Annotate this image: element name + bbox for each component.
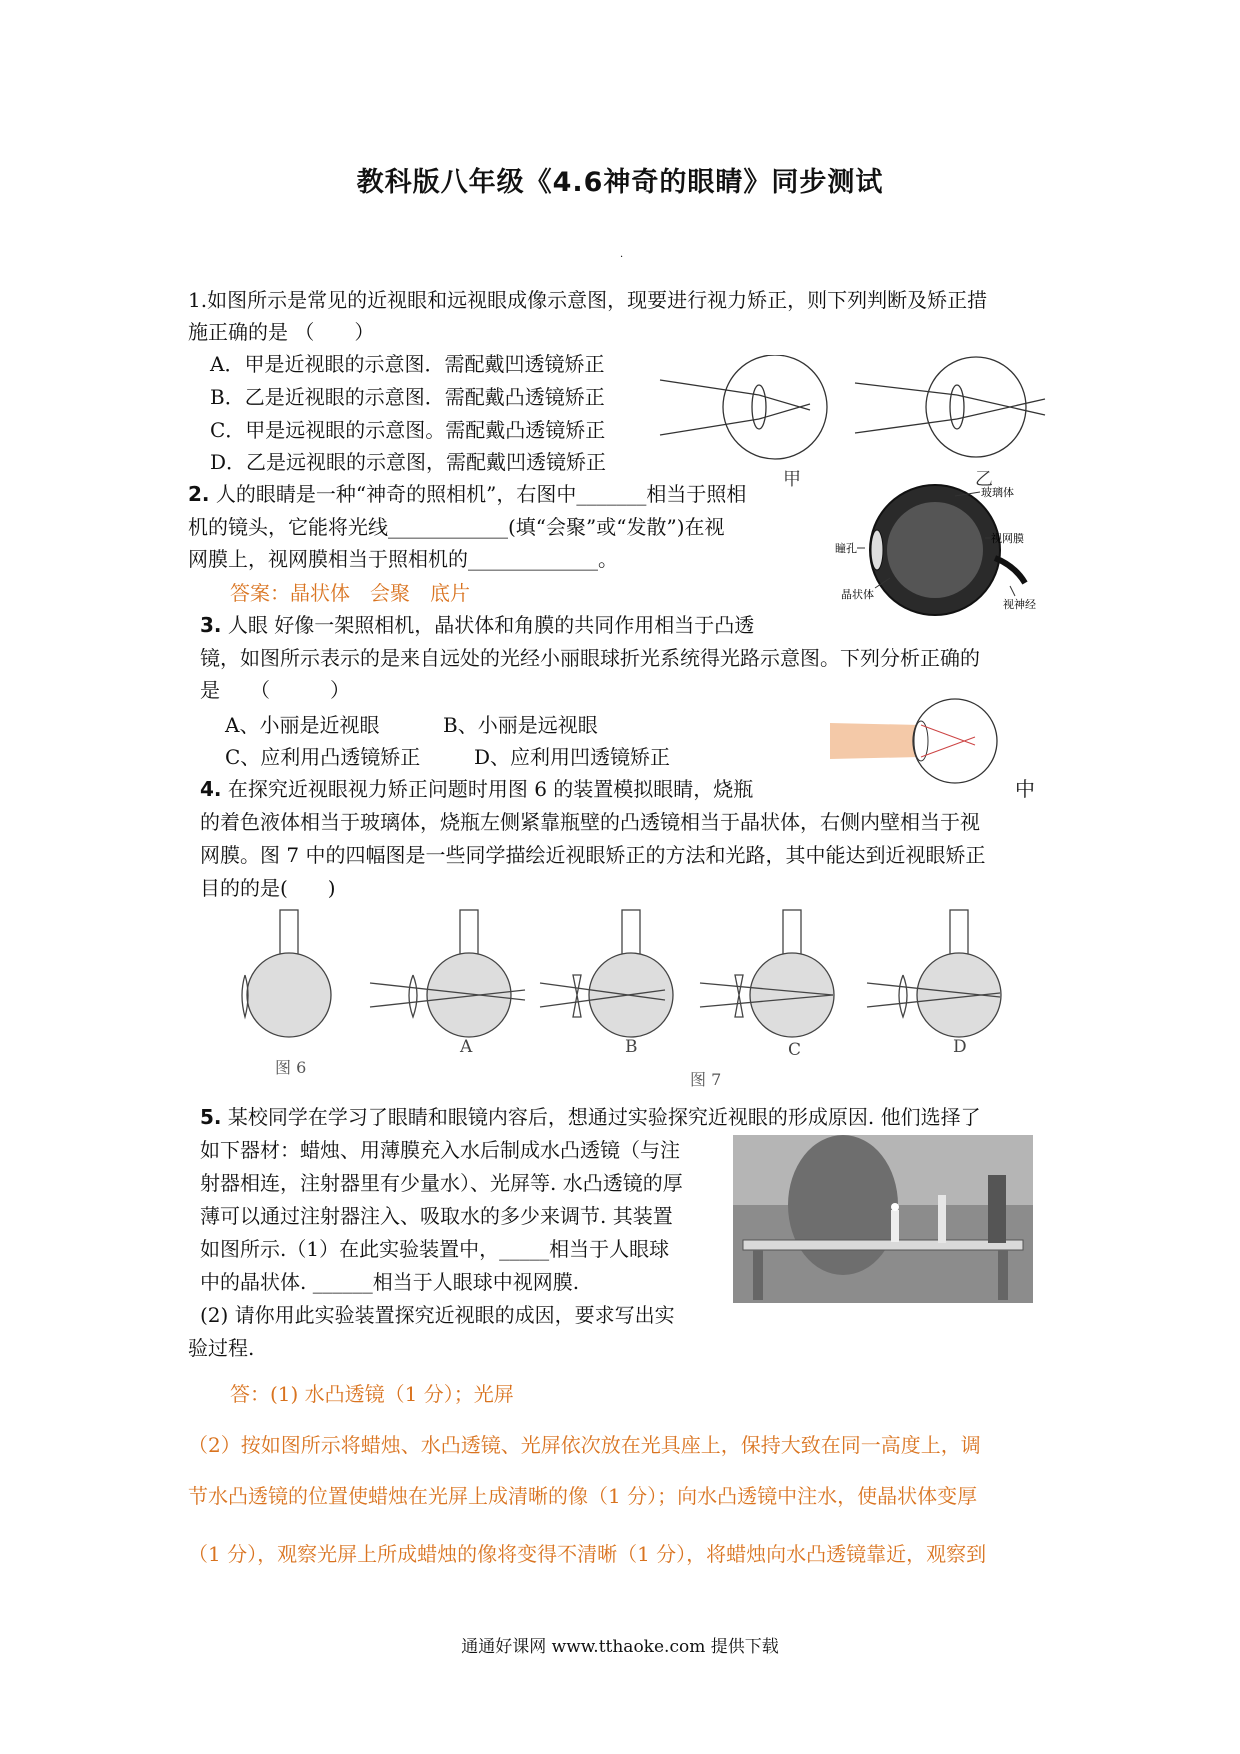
q5-answer-2: （2）按如图所示将蜡烛、水凸透镜、光屏依次放在光具座上，保持大致在同一高度上，调 bbox=[188, 1433, 981, 1457]
q5-answer-1: 答：(1) 水凸透镜（1 分）；光屏 bbox=[230, 1382, 514, 1406]
q1-stem-line1: 1.如图所示是常见的近视眼和远视眼成像示意图，现要进行视力矫正，则下列判断及矫正措 bbox=[188, 288, 988, 312]
q2-line3: 网膜上，视网膜相当于照相机的_____________。 bbox=[188, 547, 618, 571]
q3-line1-text: 人眼 好像一架照相机，晶状体和角膜的共同作用相当于凸透 bbox=[221, 613, 755, 637]
q5-line1 bbox=[200, 1101, 981, 1133]
q2-line1 bbox=[188, 478, 746, 510]
q2-label-optic-nerve: 视神经 bbox=[1003, 598, 1036, 611]
q1-fig-label-yi: 乙 bbox=[975, 469, 993, 490]
q5-line2: 如下器材：蜡烛、用薄膜充入水后制成水凸透镜（与注 bbox=[200, 1138, 680, 1162]
q4-number: 4. bbox=[200, 777, 222, 801]
q3-line3: 是 （ ） bbox=[200, 678, 350, 702]
q3-line2: 镜，如图所示表示的是来自远处的光经小丽眼球折光系统得光路示意图。下列分析正确的 bbox=[200, 646, 980, 670]
q4-label-d: D bbox=[953, 1037, 967, 1057]
q5-line4: 薄可以通过注射器注入、吸取水的多少来调节. 其装置 bbox=[200, 1204, 673, 1228]
q2-label-vitreous: 玻璃体 bbox=[981, 486, 1014, 499]
q2-line1-text: 人的眼睛是一种“神奇的照相机”，右图中_______相当于照相 bbox=[209, 482, 747, 506]
q5-line6: 中的晶状体. ______相当于人眼球中视网膜. bbox=[200, 1270, 580, 1294]
q5-line1-text: 某校同学在学习了眼睛和眼镜内容后，想通过实验探究近视眼的形成原因. 他们选择了 bbox=[221, 1105, 981, 1129]
q2-line2: 机的镜头，它能将光线____________(填“会聚”或“发散”)在视 bbox=[188, 515, 725, 539]
q5-line5: 如图所示.（1）在此实验装置中，_____相当于人眼球 bbox=[200, 1237, 670, 1261]
q3-number: 3. bbox=[200, 613, 222, 637]
q1-fig-label-jia: 甲 bbox=[783, 469, 801, 490]
q4-fig7-caption: 图 7 bbox=[690, 1070, 722, 1089]
q4-line1-end: 中 bbox=[1015, 777, 1035, 801]
q2-eye-cross-section bbox=[835, 478, 1070, 623]
q4-line1 bbox=[200, 773, 753, 805]
q3-line1 bbox=[200, 609, 754, 641]
q2-label-pupil: 瞳孔 bbox=[835, 542, 857, 555]
center-dot: · bbox=[620, 252, 624, 263]
q1-option-d: D．乙是远视眼的示意图，需配戴凹透镜矫正 bbox=[210, 450, 607, 474]
q1-eye-figures bbox=[655, 355, 1055, 495]
q5-line8: 验过程. bbox=[188, 1336, 255, 1360]
q4-line4: 目的的是( ) bbox=[200, 876, 336, 900]
q5-answer-3: 节水凸透镜的位置使蜡烛在光屏上成清晰的像（1 分）；向水凸透镜中注水，使晶状体变厚 bbox=[188, 1484, 978, 1508]
q4-label-a: A bbox=[460, 1037, 473, 1057]
q1-option-c: C．甲是远视眼的示意图。需配戴凸透镜矫正 bbox=[210, 418, 606, 442]
q3-option-b: B、小丽是远视眼 bbox=[443, 713, 598, 737]
q3-option-d: D、应利用凹透镜矫正 bbox=[474, 745, 671, 769]
q2-label-retina: 视网膜 bbox=[991, 532, 1024, 545]
q4-line3: 网膜。图 7 中的四幅图是一些同学描绘近视眼矫正的方法和光路，其中能达到近视眼矫正 bbox=[200, 843, 986, 867]
q1-option-a: A．甲是近视眼的示意图．需配戴凹透镜矫正 bbox=[210, 352, 605, 376]
q4-line2: 的着色液体相当于玻璃体，烧瓶左侧紧靠瓶壁的凸透镜相当于晶状体，右侧内壁相当于视 bbox=[200, 810, 980, 834]
q4-flask-figures bbox=[235, 905, 1095, 1090]
q5-line7: (2) 请你用此实验装置探究近视眼的成因，要求写出实 bbox=[200, 1303, 675, 1327]
q2-number: 2. bbox=[188, 482, 210, 506]
page-title: 教科版八年级《4.6神奇的眼睛》同步测试 bbox=[356, 167, 884, 198]
q3-option-c: C、应利用凸透镜矫正 bbox=[225, 745, 421, 769]
q1-stem-line2: 施正确的是 （ ） bbox=[188, 320, 375, 344]
q3-option-a: A、小丽是近视眼 bbox=[225, 713, 380, 737]
q2-answer: 答案：晶状体 会聚 底片 bbox=[230, 581, 470, 605]
q4-label-c: C bbox=[788, 1040, 802, 1060]
q4-line1-text: 在探究近视眼视力矫正问题时用图 6 的装置模拟眼睛，烧瓶 bbox=[221, 777, 754, 801]
q2-label-lens: 晶状体 bbox=[841, 588, 874, 601]
q4-label-b: B bbox=[625, 1037, 638, 1057]
q5-experiment-photo bbox=[733, 1135, 1033, 1303]
q5-number: 5. bbox=[200, 1105, 222, 1129]
q5-answer-4: （1 分），观察光屏上所成蜡烛的像将变得不清晰（1 分），将蜡烛向水凸透镜靠近，观察到 bbox=[188, 1542, 987, 1566]
q5-line3: 射器相连，注射器里有少量水）、光屏等. 水凸透镜的厚 bbox=[200, 1171, 683, 1195]
footer: 通通好课网 www.tthaoke.com 提供下载 bbox=[461, 1637, 779, 1657]
q3-eye-diagram bbox=[825, 695, 1000, 790]
q1-option-b: B．乙是近视眼的示意图．需配戴凸透镜矫正 bbox=[210, 385, 605, 409]
q4-fig6-caption: 图 6 bbox=[275, 1058, 307, 1077]
